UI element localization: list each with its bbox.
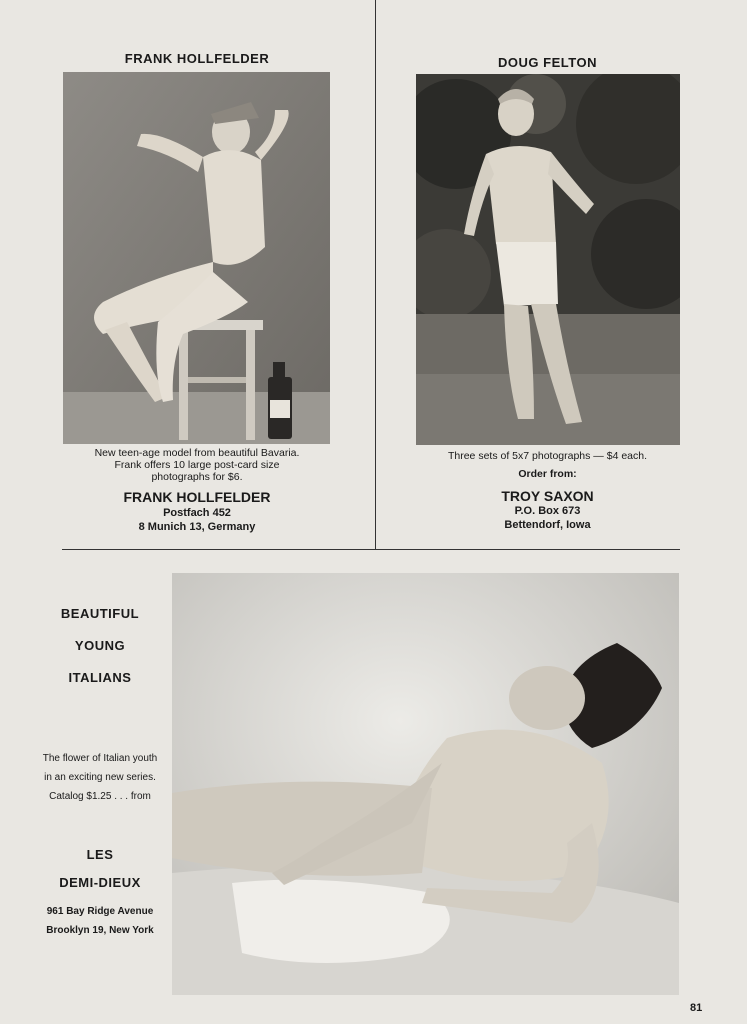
bottom-ad-photo [172,573,679,995]
company-line: LES [86,847,114,862]
left-ad-caption [62,447,332,483]
bottom-ad-headline [30,598,170,694]
headline-line: YOUNG [74,638,126,653]
bottom-ad-text [30,749,170,806]
right-ad-header: DOUG FELTON [498,55,597,70]
left-ad-address [62,506,332,534]
text-line: The flower of Italian youth [42,753,158,764]
address-line: 961 Bay Ridge Avenue [46,906,154,917]
address-line: 8 Munich 13, Germany [138,521,256,533]
address-line: Bettendorf, Iowa [504,519,591,531]
caption-line: photographs for $6. [151,471,243,483]
right-ad-contact-name: TROY SAXON [501,488,594,504]
right-ad-caption: Three sets of 5x7 photographs — $4 each. [447,450,648,462]
address-line: P.O. Box 673 [514,505,581,517]
right-ad-order-label: Order from: [518,468,577,480]
address-line: Brooklyn 19, New York [46,925,154,936]
right-ad-photo [416,74,680,445]
left-ad-contact-name: FRANK HOLLFELDER [123,489,271,505]
address-line: Postfach 452 [163,507,231,519]
company-line: DEMI-DIEUX [59,875,141,890]
section-divider [62,549,680,550]
column-divider [375,0,376,550]
left-ad-photo [63,72,330,444]
text-line: in an exciting new series. [44,772,156,783]
bottom-ad-company [30,841,170,897]
left-ad-header: FRANK HOLLFELDER [124,51,270,66]
page-number: 81 [690,1002,703,1014]
text-line: Catalog $1.25 . . . from [49,791,151,802]
caption-line: Frank offers 10 large post-card size [114,459,280,471]
headline-line: ITALIANS [68,670,132,685]
bottom-ad-address [30,902,170,940]
right-ad-address [415,504,680,532]
headline-line: BEAUTIFUL [60,606,140,621]
caption-line: New teen-age model from beautiful Bavaria. [94,447,300,459]
